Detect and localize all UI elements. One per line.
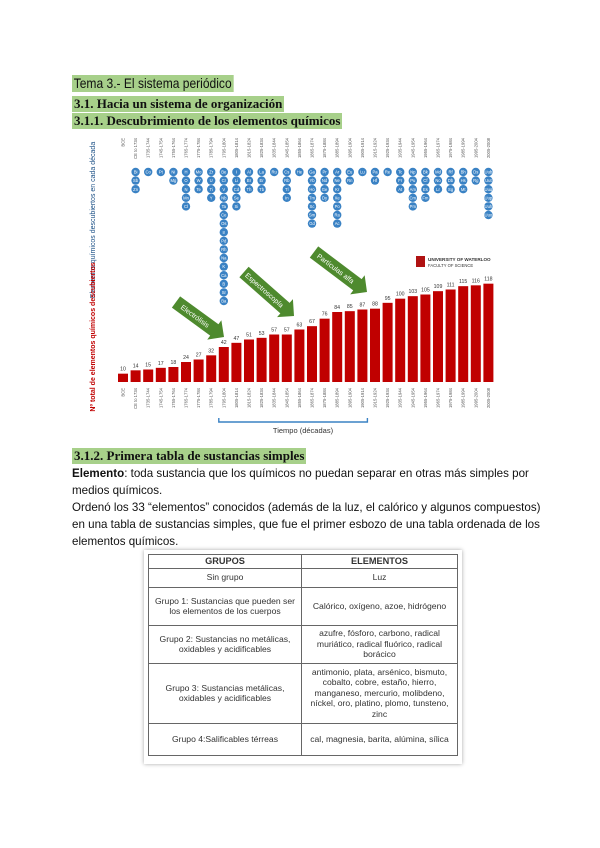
bottom-decade-label: 1825-1834 (259, 388, 265, 409)
element-symbol: Uut (485, 178, 492, 184)
element-symbol: Rn (347, 178, 353, 184)
bar (131, 370, 141, 382)
element-symbol: Tb (259, 186, 265, 192)
top-decade-label: 1995-2004 (473, 138, 479, 159)
element-symbol: He (296, 169, 303, 175)
bar-value-label: 115 (459, 279, 468, 286)
top-decade-label: 1845-1854 (284, 138, 290, 159)
top-decade-label: 1975-1984 (448, 138, 454, 159)
element-symbol: Co (145, 169, 151, 175)
x-axis-label: Tiempo (décadas) (272, 426, 334, 435)
bar-value-label: 57 (283, 327, 290, 334)
bottom-decade-label: 1815-1824 (246, 388, 252, 409)
bottom-decade-label: 1755-1764 (170, 388, 176, 409)
element-symbol: Am (409, 186, 416, 192)
table-row (149, 587, 458, 625)
element-symbol: Se (233, 195, 239, 201)
element-symbol: Cm (409, 195, 417, 201)
top-decade-label: 1875-1884 (322, 138, 328, 159)
bar-value-label: 18 (170, 360, 177, 366)
element-symbol: Nb (221, 195, 227, 201)
bar-value-label: 24 (183, 355, 189, 361)
bar (231, 343, 241, 382)
element-symbol: Eu (347, 169, 353, 175)
element-symbol: Ni (171, 169, 176, 175)
element-symbol: Md (435, 169, 441, 175)
top-decade-label: 1835-1844 (271, 138, 277, 159)
element-symbol: Ta (221, 204, 227, 209)
table-cell-elementos: antimonio, plata, arsénico, bismuto, cobalto, cobre, estaño, hierro, manganeso, mercurio, molibdeno, níckel, oro, platino, plomo, tunsteno, zinc (302, 663, 458, 723)
bottom-decade-label: 1935-1944 (397, 388, 403, 409)
bottom-decade-label: 1975-1984 (448, 388, 454, 409)
top-decade-label: 1905-1914 (359, 138, 365, 159)
bottom-decade-label: 1925-1934 (385, 388, 391, 409)
element-symbol: Ru (271, 169, 277, 175)
bar-value-label: 47 (233, 335, 240, 342)
element-symbol: Bh (460, 169, 466, 175)
bottom-decade-label: 1805-1814 (233, 388, 239, 409)
bar (156, 368, 166, 382)
table-cell-elementos: cal, magnesia, barita, alúmina, sílica (302, 723, 458, 755)
element-symbol: Rb (284, 178, 290, 184)
bar-value-label: 15 (145, 362, 152, 369)
element-symbol: Li (234, 178, 239, 184)
table-cell-grupo: Sin grupo (149, 568, 302, 587)
bar-value-label: 51 (246, 332, 252, 339)
element-symbol: I (235, 169, 237, 175)
topic-title: Tema 3.- El sistema periódico (73, 75, 232, 91)
bar-value-label: 57 (271, 327, 278, 334)
section-heading-3-1: 3.1. Hacia un sistema de organización (74, 96, 283, 111)
element-symbol: Pm (409, 204, 416, 209)
table-header-elementos: ELEMENTOS (302, 555, 458, 569)
element-symbol: Ne (334, 178, 340, 184)
element-symbol: Rg (473, 178, 479, 184)
element-symbol: Si (234, 204, 239, 209)
element-symbol: Cr (221, 178, 227, 184)
element-symbol: Mo (195, 169, 202, 175)
bar-value-label: 100 (395, 291, 405, 298)
table-cell-grupo: Grupo 1: Sustancias que pueden ser los elementos de los cuerpos (149, 587, 302, 625)
section-heading-3-1-1: 3.1.1. Descubrimiento de los elementos químicos (74, 113, 341, 128)
bar (143, 370, 153, 383)
bar-value-label: 63 (296, 322, 303, 329)
element-symbol: Pd (221, 238, 227, 244)
bar-value-label: 27 (195, 352, 202, 359)
element-symbol: Ir (222, 229, 226, 235)
element-symbol: W (196, 178, 201, 184)
top-decade-label: 1735-1744 (145, 138, 151, 159)
top-decade-label: 1925-1934 (385, 138, 391, 159)
element-discovery-chart (84, 132, 520, 442)
top-decade-label: 1785-1794 (208, 138, 214, 159)
top-decade-label: 1955-1964 (422, 138, 428, 159)
bar-value-label: 10 (120, 366, 126, 373)
element-symbol: H (184, 169, 188, 175)
element-symbol: Os (221, 221, 227, 227)
element-symbol: Ra (334, 212, 340, 218)
element-symbol: Te (196, 186, 201, 192)
element-symbol: Ti (209, 186, 213, 192)
element-symbol: Sb (133, 178, 139, 184)
element-symbol: Bk (422, 169, 428, 175)
element-symbol: Sc (309, 204, 315, 209)
top-decade-label: 1805-1814 (233, 138, 239, 159)
element-symbol: Ge (321, 186, 328, 192)
element-symbol: Br (246, 178, 252, 184)
element-symbol: Mt (460, 186, 466, 192)
element-symbol: Uuq (484, 186, 493, 192)
bottom-ylabel: Nº total de elementos químicos descubiertos (90, 262, 97, 412)
logo-line-1: UNIVERSITY OF WATERLOO (428, 257, 491, 262)
table-cell-grupo: Grupo 2: Sustancias no metálicas, oxidables y acidificables (149, 625, 302, 663)
element-symbol: Sr (221, 290, 226, 295)
bar-value-label: 105 (421, 287, 430, 294)
element-symbol: Sm (308, 212, 316, 218)
bottom-decade-label: 1995-2004 (473, 388, 479, 409)
table-cell-elementos: Calórico, oxígeno, azoe, hidrógeno (302, 587, 458, 625)
bar (118, 374, 128, 382)
element-symbol: V (222, 186, 226, 192)
bar (433, 291, 443, 382)
bottom-decade-label: 1895-1904 (347, 388, 353, 409)
bottom-decade-label: 1955-1964 (422, 388, 428, 409)
element-symbol: Xe (334, 195, 340, 201)
element-symbol: U (209, 178, 213, 184)
element-symbol: At (398, 186, 403, 192)
element-symbol: Mg (170, 178, 177, 184)
element-symbol: Th (246, 186, 252, 192)
table-cell-elementos: Luz (302, 568, 458, 587)
top-decade-label: 1825-1834 (259, 138, 265, 159)
element-symbol: O (184, 178, 188, 184)
bar (383, 303, 393, 382)
element-symbol: Po (334, 204, 340, 209)
bottom-decade-label: 1735-1744 (145, 388, 151, 409)
element-symbol: Uup (484, 195, 493, 201)
bar (458, 286, 468, 382)
element-symbol: Ac (334, 221, 340, 227)
university-logo-shield (416, 256, 425, 267)
ordeno-paragraph: Ordenó los 33 “elementos” conocidos (además de la luz, el calórico y algunos compuestos) en una tabla de sustancias simples, que fue el primer esbozo de una tabla ordenada de los elementos químicos. (72, 501, 541, 548)
element-symbol: Uuh (484, 204, 493, 209)
bar (307, 326, 317, 382)
element-symbol: Rh (221, 247, 227, 252)
section-heading-3-1-2: 3.1.2. Primera tabla de sustancias simples (74, 448, 305, 463)
element-symbol: Rf (448, 169, 453, 175)
bottom-decade-label: 1785-1794 (208, 388, 214, 409)
top-decade-label: 1755-1764 (170, 138, 176, 159)
top-decade-label: 1795-1804 (221, 138, 227, 159)
element-symbol: Fm (422, 195, 429, 201)
bottom-decade-label: 1765-1774 (183, 388, 189, 409)
arrow-label: Partículas alfa (315, 253, 355, 286)
element-symbol: Cl (184, 204, 188, 209)
element-symbol: Np (410, 169, 416, 175)
top-decade-label: 1775-1784 (196, 138, 202, 159)
bar-value-label: 32 (208, 348, 215, 355)
bar-value-label: 17 (157, 360, 164, 367)
bar (206, 355, 216, 382)
element-symbol: Er (259, 178, 264, 184)
element-symbol: Ds (473, 169, 479, 175)
bar (370, 309, 380, 382)
elemento-definition (72, 465, 542, 499)
top-decade-label: 1885-1894 (334, 138, 340, 159)
top-ylabel: Elementos químicos descubiertos en cada década (90, 141, 97, 299)
table-row (149, 663, 458, 723)
bar (446, 290, 456, 383)
element-symbol: Na (221, 255, 227, 261)
element-symbol: Tl (285, 186, 289, 192)
bar (332, 312, 342, 382)
element-symbol: Zr (209, 169, 214, 175)
bottom-decade-label: 1835-1844 (271, 388, 277, 409)
bar-value-label: 118 (484, 276, 493, 283)
element-symbol: Zn (133, 186, 139, 192)
element-symbol: Pu (410, 178, 416, 184)
decade-bracket (219, 418, 368, 422)
top-decade-label: 2005-2008 (485, 138, 491, 159)
bottom-decade-label: 2005-2008 (485, 388, 491, 409)
table-row (149, 723, 458, 755)
element-symbol: Ar (335, 169, 340, 175)
bar-value-label: 103 (408, 289, 418, 296)
element-symbol: Uub (484, 169, 493, 175)
bar-value-label: 84 (334, 305, 341, 311)
annotation-arrow (236, 263, 302, 325)
bar-value-label: 109 (433, 284, 443, 291)
bottom-decade-label: 1845-1854 (284, 388, 290, 409)
element-symbol: Kr (335, 186, 340, 192)
bar-value-label: 76 (321, 311, 328, 318)
top-decade-label: 1915-1924 (372, 138, 378, 159)
bar (181, 362, 191, 382)
top-decade-label: BCE (120, 138, 126, 147)
top-decade-label: 1815-1824 (246, 138, 252, 159)
element-symbol: Al (247, 169, 251, 175)
element-symbol: Lu (360, 169, 365, 175)
bottom-decade-label: 1875-1884 (322, 388, 328, 409)
elemento-term: Elemento (72, 467, 125, 480)
element-symbol: La (259, 169, 264, 175)
logo-line-2: FACULTY OF SCIENCE (428, 263, 474, 268)
bar-value-label: 67 (309, 319, 315, 326)
element-symbol: Ca (221, 272, 227, 278)
bar (357, 310, 367, 383)
bottom-decade-label: 1745-1754 (158, 388, 164, 409)
bar-value-label: 95 (384, 295, 391, 302)
bar-value-label: 85 (346, 304, 353, 311)
top-decade-label: 1985-1994 (460, 138, 466, 159)
element-symbol: Be (221, 169, 227, 175)
element-symbol: Pt (158, 169, 163, 175)
element-symbol: In (285, 195, 289, 201)
element-symbol: Bi (133, 169, 138, 175)
bar (395, 299, 405, 382)
top-decade-label: CE to 1734 (133, 138, 139, 159)
top-decade-label: 1945-1954 (410, 138, 416, 159)
bar (408, 296, 418, 382)
element-symbol: N (184, 186, 188, 192)
element-symbol: Ho (309, 186, 315, 192)
bar-value-label: 116 (471, 278, 480, 285)
element-symbol: Ba (221, 298, 227, 304)
bar (483, 284, 493, 382)
bottom-decade-label: 1795-1804 (221, 388, 227, 409)
element-symbol: Mn (183, 195, 189, 201)
element-symbol: Gd (309, 221, 315, 227)
bar (420, 295, 430, 383)
elemento-definition-text: : toda sustancia que los químicos no puedan separar en otras más simples por medios químicos. (72, 467, 529, 497)
bar-value-label: 87 (359, 302, 366, 309)
element-symbol: Hs (460, 178, 466, 184)
element-symbol: Pr (322, 169, 327, 175)
bar (282, 335, 292, 383)
bar (194, 360, 204, 383)
annotation-arrow (307, 242, 374, 301)
bottom-decade-label: 1775-1784 (196, 388, 202, 409)
element-symbol: Cs (284, 169, 290, 175)
element-symbol: Yb (309, 178, 315, 184)
top-decade-label: 1965-1974 (435, 138, 441, 159)
element-symbol: Hf (372, 178, 378, 184)
element-symbol: Re (384, 169, 391, 175)
element-symbol: Y (209, 195, 213, 201)
element-symbol: Es (422, 186, 428, 192)
bar (244, 340, 254, 383)
top-decade-label: 1895-1904 (347, 138, 353, 159)
top-decade-label: 1765-1774 (183, 138, 189, 159)
element-symbol: B (222, 281, 226, 287)
simple-substances-table-image (144, 550, 462, 764)
bar-value-label: 111 (446, 282, 455, 289)
element-symbol: Fr (398, 178, 403, 184)
table-cell-elementos: azufre, fósforo, carbono, radical muriático, radical fluórico, radical borácico (302, 625, 458, 663)
bar (269, 335, 279, 383)
element-symbol: Db (447, 178, 454, 184)
bar (257, 338, 267, 382)
element-symbol: Ce (221, 212, 227, 218)
bottom-decade-label: 1985-1994 (460, 388, 466, 409)
bar-value-label: 53 (258, 330, 265, 337)
element-symbol: Tm (308, 195, 316, 201)
element-symbol: Ga (309, 169, 315, 175)
bottom-decade-label: 1885-1894 (334, 388, 340, 409)
bottom-decade-label: CE to 1734 (133, 388, 139, 409)
bottom-decade-label: 1945-1954 (410, 388, 416, 409)
bottom-decade-label: 1905-1914 (359, 388, 365, 409)
top-decade-label: 1865-1874 (309, 138, 315, 159)
bar (168, 367, 178, 382)
element-symbol: Uuo (484, 212, 493, 218)
bar (219, 347, 229, 382)
table-header-grupos: GRUPOS (149, 555, 302, 569)
element-symbol: No (435, 178, 441, 184)
element-symbol: Sg (448, 186, 454, 192)
table-cell-grupo: Grupo 4:Salificables térreas (149, 723, 302, 755)
bar-value-label: 42 (220, 340, 227, 346)
bar (320, 319, 330, 382)
bottom-decade-label: 1915-1924 (372, 388, 378, 409)
table-cell-grupo: Grupo 3: Sustancias metálicas, oxidables y acidificables (149, 663, 302, 723)
table-row (149, 568, 458, 587)
element-symbol: Cf (423, 178, 428, 184)
bottom-decade-label: 1965-1974 (435, 388, 441, 409)
arrow-label: Espectroscopía (243, 272, 285, 310)
element-symbol: Pa (372, 169, 378, 175)
simple-substances-table (148, 554, 458, 756)
bar (471, 285, 481, 382)
element-symbol: Nd (321, 178, 328, 184)
element-symbol: Tc (398, 169, 403, 175)
bottom-decade-label: 1865-1874 (309, 388, 315, 409)
element-symbol: Cd (233, 186, 240, 192)
bar-value-label: 14 (132, 363, 139, 370)
bar (294, 330, 304, 383)
element-symbol: Lr (436, 186, 440, 192)
top-decade-label: 1855-1864 (296, 138, 302, 159)
table-row (149, 625, 458, 663)
bar (345, 311, 355, 382)
arrow-label: Electrólisis (178, 304, 211, 330)
element-symbol: K (222, 264, 226, 270)
top-decade-label: 1745-1754 (158, 138, 164, 159)
element-symbol: Dy (322, 195, 328, 201)
top-decade-label: 1935-1944 (397, 138, 403, 159)
bottom-decade-label: BCE (120, 388, 126, 397)
bar-value-label: 88 (372, 301, 378, 308)
bottom-decade-label: 1855-1864 (296, 388, 302, 409)
